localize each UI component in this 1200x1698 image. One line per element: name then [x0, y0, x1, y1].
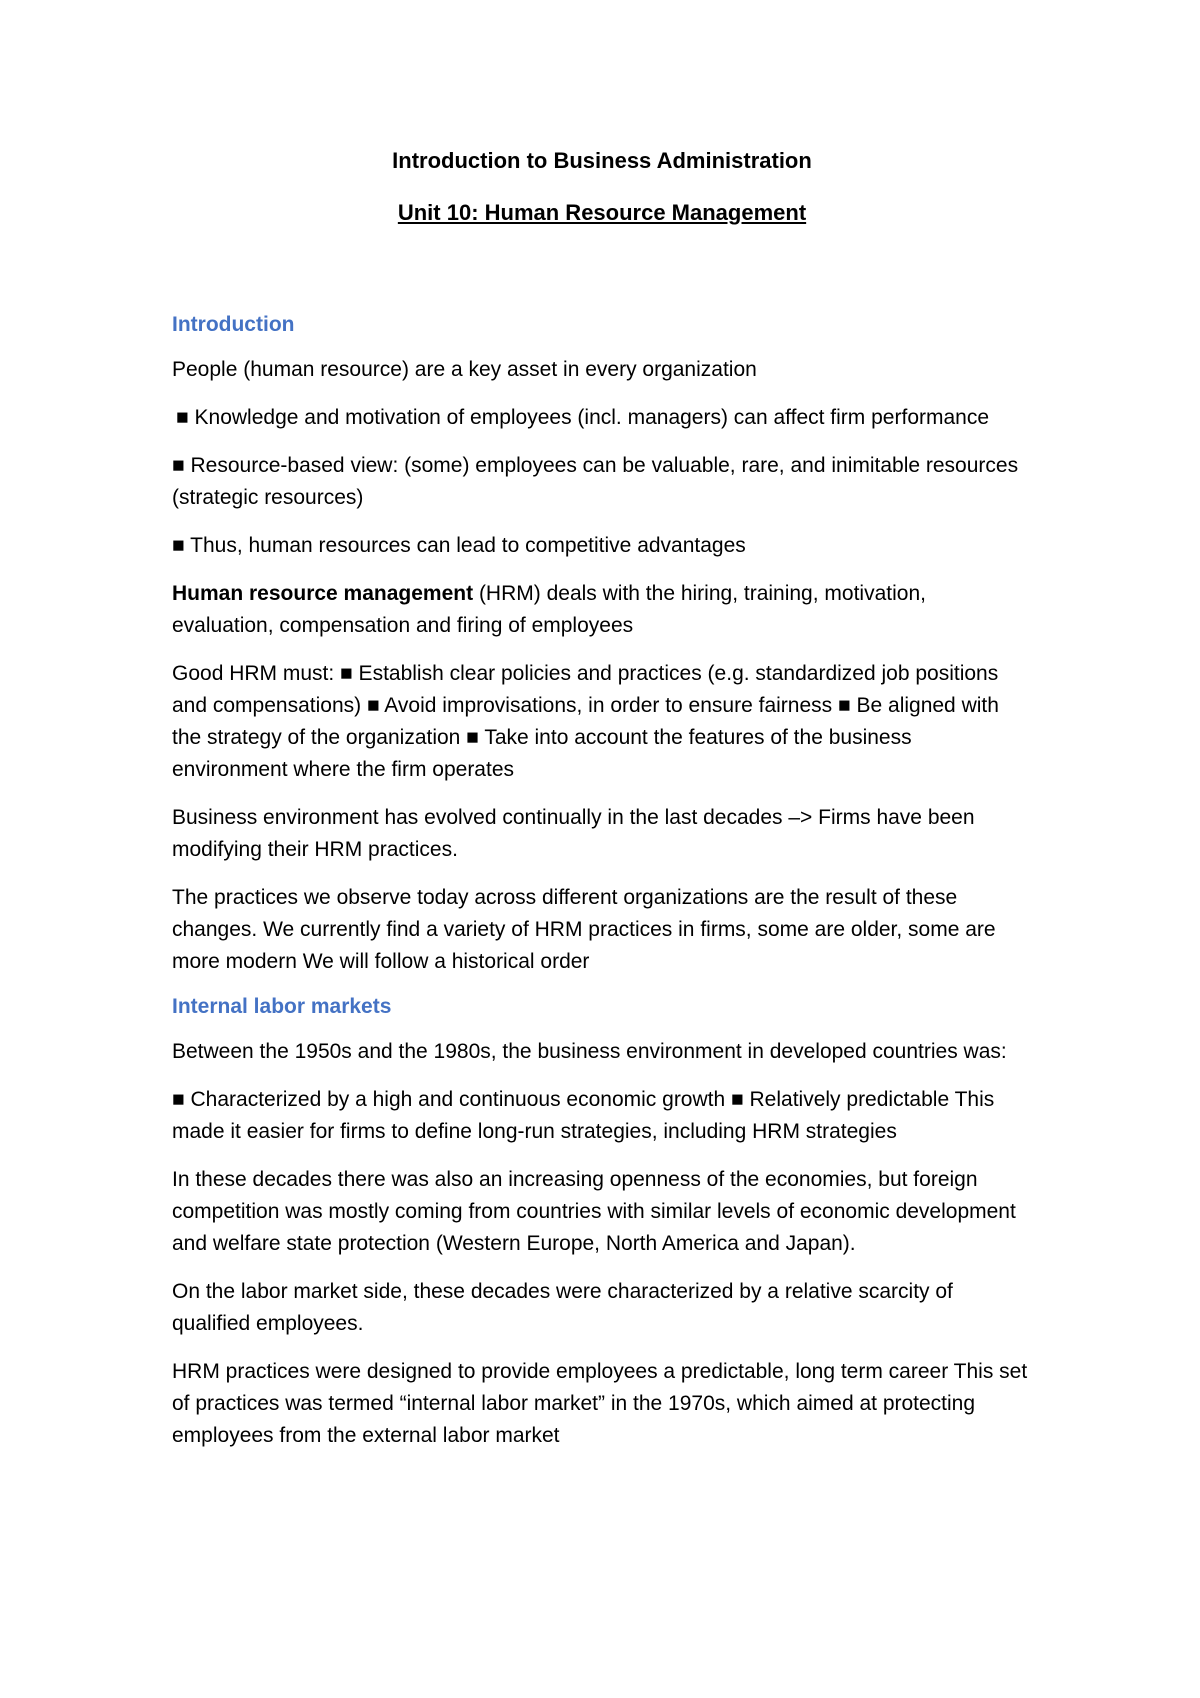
- hrm-term: Human resource management: [172, 582, 474, 605]
- paragraph: People (human resource) are a key asset in every organization: [172, 358, 757, 381]
- document-page: [172, 138, 1032, 1452]
- paragraph: HRM practices were designed to provide employees a predictable, long term career This set of practices was termed “internal labor market” in the 1970s, which aimed at protecting employees from the external labor market: [172, 1360, 1028, 1447]
- paragraph: On the labor market side, these decades were characterized by a relative scarcity of qualified employees.: [172, 1280, 953, 1335]
- document-subtitle: Unit 10: Human Resource Management: [397, 200, 807, 225]
- hrm-definition-paragraph: [172, 578, 1032, 642]
- paragraph: In these decades there was also an increasing openness of the economies, but foreign competition was mostly coming from countries with similar levels of economic development and welfare state protection (Western Europe, North America and Japan).: [172, 1168, 1016, 1255]
- hrm-definition-text: (HRM) deals with the hiring, training, motivation, evaluation, compensation and firing of employees: [172, 582, 926, 637]
- paragraph: The practices we observe today across different organizations are the result of these changes. We currently find a variety of HRM practices in firms, some are older, some are more modern We will follow a historical order: [172, 886, 996, 973]
- bullet-paragraph: ■ Resource-based view: (some) employees can be valuable, rare, and inimitable resources (strategic resources): [172, 454, 1019, 509]
- section-heading-introduction: Introduction: [172, 313, 295, 336]
- document-title: Introduction to Business Administration: [392, 148, 812, 173]
- bullet-paragraph: ■ Thus, human resources can lead to competitive advantages: [172, 534, 746, 557]
- paragraph: Good HRM must: ■ Establish clear policies and practices (e.g. standardized job positions and compensations) ■ Avoid improvisations, in order to ensure fairness ■ Be aligned with the strategy of the organization ■ Take into account the features of the business environment where the firm operates: [172, 662, 999, 781]
- bullet-paragraph: ■ Characterized by a high and continuous economic growth ■ Relatively predictable This made it easier for firms to define long-run strategies, including HRM strategies: [172, 1088, 995, 1143]
- bullet-paragraph: ■ Knowledge and motivation of employees (incl. managers) can affect firm performance: [176, 406, 990, 429]
- section-heading-internal-labor-markets: Internal labor markets: [172, 995, 392, 1018]
- paragraph: Business environment has evolved continually in the last decades –> Firms have been modifying their HRM practices.: [172, 806, 975, 861]
- paragraph: Between the 1950s and the 1980s, the business environment in developed countries was:: [172, 1040, 1007, 1063]
